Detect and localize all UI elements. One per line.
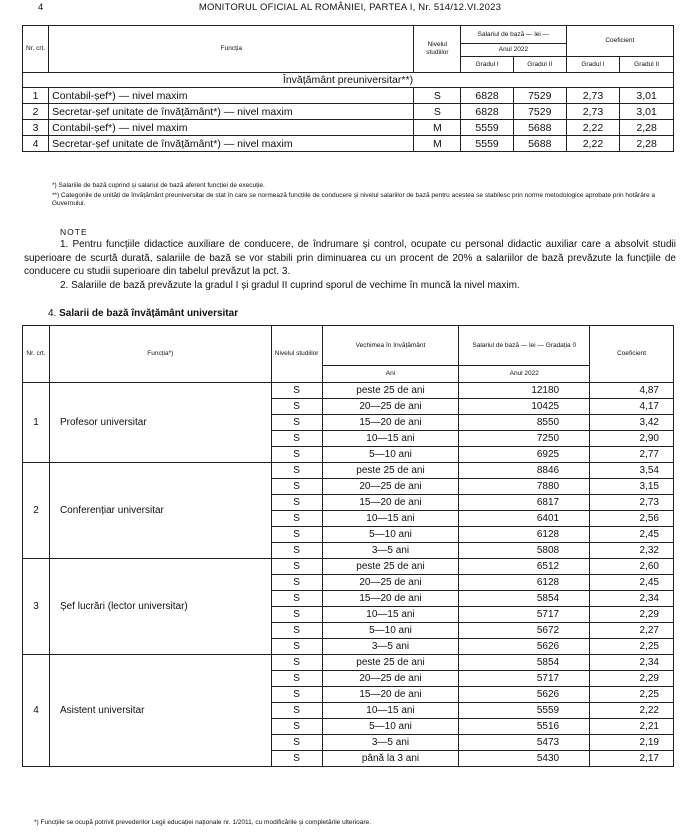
cell-salariu: 5854: [459, 591, 590, 607]
cell-vechime: 5—10 ani: [322, 447, 459, 463]
table-row: [23, 655, 674, 671]
cell-nr: 1: [23, 88, 49, 104]
cell-salariu-grad2: 5688: [513, 120, 566, 136]
cell-salariu: 5808: [459, 543, 590, 559]
cell-vechime: peste 25 de ani: [322, 463, 459, 479]
cell-salariu: 5626: [459, 687, 590, 703]
header-vechime: Vechimea în învățământ: [322, 326, 459, 366]
cell-nr: 2: [23, 104, 49, 120]
cell-coef: 2,73: [590, 495, 674, 511]
cell-coef: 2,17: [590, 751, 674, 767]
header-nr: Nr. crt.: [23, 326, 50, 383]
cell-coef: 4,17: [590, 399, 674, 415]
header-nr: Nr. crt.: [23, 26, 49, 73]
cell-salariu: 7250: [459, 431, 590, 447]
cell-salariu: 10425: [459, 399, 590, 415]
cell-salariu: 5672: [459, 623, 590, 639]
header-coeficient: Coeficient: [566, 26, 673, 57]
note-2: 2. Salariile de bază prevăzute la gradul I și gradul II cuprind sporul de vechime în muncă la nivel maxim.: [60, 279, 520, 291]
cell-vechime: 5—10 ani: [322, 719, 459, 735]
section-4-heading: [48, 308, 238, 319]
cell-functia: Secretar-șef unitate de învățământ*) — nivel maxim: [49, 104, 414, 120]
cell-salariu: 8846: [459, 463, 590, 479]
cell-nivel: S: [271, 671, 322, 687]
cell-coef-grad1: 2,22: [566, 120, 620, 136]
cell-coef: 2,60: [590, 559, 674, 575]
page-number: 4: [38, 2, 44, 13]
cell-vechime: 15—20 de ani: [322, 415, 459, 431]
cell-vechime: 20—25 de ani: [322, 575, 459, 591]
cell-nivel: S: [271, 623, 322, 639]
table-row: [23, 136, 674, 152]
cell-functia: Secretar-șef unitate de învățământ*) — nivel maxim: [49, 136, 414, 152]
salary-table-universitar: [22, 325, 674, 767]
cell-vechime: până la 3 ani: [322, 751, 459, 767]
cell-salariu: 6401: [459, 511, 590, 527]
cell-functia: Asistent universitar: [49, 655, 271, 767]
notes-block: [24, 238, 676, 292]
cell-functia: Contabil-șef*) — nivel maxim: [49, 120, 414, 136]
cell-vechime: 10—15 ani: [322, 431, 459, 447]
cell-salariu-grad2: 5688: [513, 136, 566, 152]
table-row: [23, 88, 674, 104]
cell-salariu: 8550: [459, 415, 590, 431]
table-row: [23, 104, 674, 120]
header-salariu: Salariul de bază — lei —: [461, 26, 566, 44]
cell-coef: 4,87: [590, 383, 674, 399]
cell-vechime: 20—25 de ani: [322, 479, 459, 495]
cell-coef-grad1: 2,22: [566, 136, 620, 152]
cell-nr: 2: [23, 463, 50, 559]
note-1: 1. Pentru funcțiile didactice auxiliare de conducere, de îndrumare și control, ocupate cu personal didactic auxiliar care a absolvit studii superioare de scurtă durată, salariile de bază se vor stabili prin diminuarea cu un procent de 20% a salariilor de bază prevăzute la funcțiile de conducere cu studii superioare din tabelul prevăzut la pct. 3.: [24, 239, 676, 277]
cell-salariu-grad2: 7529: [513, 104, 566, 120]
section-4-number: 4.: [48, 308, 57, 319]
cell-salariu: 5717: [459, 671, 590, 687]
cell-coef: 2,22: [590, 703, 674, 719]
cell-nivel: S: [271, 639, 322, 655]
cell-vechime: 10—15 ani: [322, 607, 459, 623]
cell-nivel: S: [271, 687, 322, 703]
salary-table-preuniversitar: [22, 25, 674, 152]
cell-coef: 2,34: [590, 591, 674, 607]
cell-nivel: S: [271, 383, 322, 399]
cell-salariu-grad1: 6828: [461, 88, 514, 104]
cell-salariu: 12180: [459, 383, 590, 399]
header-functia: Funcția*): [49, 326, 271, 383]
cell-coef: 2,32: [590, 543, 674, 559]
cell-coef: 2,45: [590, 527, 674, 543]
cell-salariu: 5559: [459, 703, 590, 719]
cell-coef: 3,42: [590, 415, 674, 431]
cell-nivel: S: [271, 511, 322, 527]
cell-salariu-grad1: 5559: [461, 120, 514, 136]
cell-vechime: peste 25 de ani: [322, 383, 459, 399]
cell-coef: 2,56: [590, 511, 674, 527]
cell-nivel: S: [271, 719, 322, 735]
header-grad2: Gradul II: [513, 57, 566, 73]
cell-coef: 2,90: [590, 431, 674, 447]
header-nivel: Nivelul studiilor: [414, 26, 461, 73]
cell-salariu: 6128: [459, 575, 590, 591]
table-row: [23, 120, 674, 136]
cell-vechime: 5—10 ani: [322, 527, 459, 543]
cell-nivel: S: [271, 591, 322, 607]
cell-vechime: 10—15 ani: [322, 703, 459, 719]
cell-vechime: 20—25 de ani: [322, 671, 459, 687]
cell-vechime: 3—5 ani: [322, 543, 459, 559]
cell-salariu: 5516: [459, 719, 590, 735]
cell-vechime: 3—5 ani: [322, 639, 459, 655]
header-coef-grad2: Gradul II: [620, 57, 674, 73]
cell-coef: 3,54: [590, 463, 674, 479]
cell-coef: 2,77: [590, 447, 674, 463]
header-salariu: Salariul de bază — lei — Gradația 0: [459, 326, 590, 366]
cell-nivel: S: [271, 447, 322, 463]
cell-nivel: S: [271, 751, 322, 767]
cell-coef: 2,29: [590, 607, 674, 623]
cell-coef: 2,45: [590, 575, 674, 591]
cell-coef: 2,29: [590, 671, 674, 687]
cell-coef: 2,34: [590, 655, 674, 671]
table2-body: [23, 383, 674, 767]
cell-functia: Conferențiar universitar: [49, 463, 271, 559]
cell-salariu: 5430: [459, 751, 590, 767]
gazette-title: MONITORUL OFICIAL AL ROMÂNIEI, PARTEA I, Nr. 514/12.VI.2023: [198, 2, 502, 13]
header-coeficient: Coeficient: [590, 326, 674, 383]
cell-coef-grad2: 3,01: [620, 88, 674, 104]
cell-nivel: S: [271, 735, 322, 751]
section-row: Învățământ preuniversitar**): [23, 73, 674, 88]
cell-salariu: 5717: [459, 607, 590, 623]
table-row: [23, 463, 674, 479]
cell-nr: 1: [23, 383, 50, 463]
table-row: [23, 383, 674, 399]
cell-coef-grad2: 2,28: [620, 136, 674, 152]
cell-vechime: peste 25 de ani: [322, 559, 459, 575]
cell-salariu: 7880: [459, 479, 590, 495]
cell-salariu: 6925: [459, 447, 590, 463]
cell-vechime: 10—15 ani: [322, 511, 459, 527]
cell-salariu: 6512: [459, 559, 590, 575]
cell-coef: 2,25: [590, 639, 674, 655]
cell-nr: 4: [23, 136, 49, 152]
cell-nivel: S: [271, 415, 322, 431]
cell-vechime: 20—25 de ani: [322, 399, 459, 415]
cell-coef-grad2: 3,01: [620, 104, 674, 120]
cell-nivel: M: [414, 120, 461, 136]
cell-coef-grad1: 2,73: [566, 104, 620, 120]
cell-nivel: S: [414, 88, 461, 104]
cell-nivel: S: [271, 655, 322, 671]
header-nivel: Nivelul studiilor: [271, 326, 322, 383]
cell-nivel: M: [414, 136, 461, 152]
cell-salariu: 6817: [459, 495, 590, 511]
cell-salariu: 5473: [459, 735, 590, 751]
cell-nivel: S: [271, 527, 322, 543]
cell-vechime: 15—20 de ani: [322, 687, 459, 703]
note-title: NOTE: [60, 227, 88, 237]
cell-nr: 3: [23, 120, 49, 136]
cell-coef-grad1: 2,73: [566, 88, 620, 104]
table-row: [23, 559, 674, 575]
cell-functia: Profesor universitar: [49, 383, 271, 463]
cell-nivel: S: [271, 399, 322, 415]
cell-vechime: 3—5 ani: [322, 735, 459, 751]
cell-functia: Șef lucrări (lector universitar): [49, 559, 271, 655]
cell-vechime: 15—20 de ani: [322, 591, 459, 607]
header-anul: Anul 2022: [459, 366, 590, 383]
cell-nivel: S: [271, 559, 322, 575]
footnote-universitar: *) Funcțiile se ocupă potrivit prevederilor Legii educației naționale nr. 1/2011, cu modificările și completările ulterioare.: [34, 819, 371, 826]
header-grad1: Gradul I: [461, 57, 514, 73]
cell-coef: 2,21: [590, 719, 674, 735]
cell-nivel: S: [271, 703, 322, 719]
cell-nr: 3: [23, 559, 50, 655]
cell-salariu: 5854: [459, 655, 590, 671]
cell-salariu-grad1: 6828: [461, 104, 514, 120]
section-4-title: Salarii de bază învățământ universitar: [59, 308, 239, 319]
cell-vechime: 15—20 de ani: [322, 495, 459, 511]
header-coef-grad1: Gradul I: [566, 57, 620, 73]
cell-coef: 2,25: [590, 687, 674, 703]
cell-nivel: S: [271, 479, 322, 495]
header-functia: Funcția: [49, 26, 414, 73]
cell-nivel: S: [271, 543, 322, 559]
cell-functia: Contabil-șef*) — nivel maxim: [49, 88, 414, 104]
footnote-1: *) Salariile de bază cuprind și salariul de bază aferent funcției de execuție.: [52, 182, 265, 189]
cell-coef: 2,27: [590, 623, 674, 639]
footnote-2: **) Categoriile de unități de învățământ preuniversitar de stat în care se normează funcțiile de conducere și nivelul salariilor de bază pentru acestea se stabilesc prin norme metodologice aprobate prin hotărâre a Guvernului.: [52, 192, 656, 207]
cell-nivel: S: [271, 607, 322, 623]
cell-coef-grad2: 2,28: [620, 120, 674, 136]
cell-salariu-grad1: 5559: [461, 136, 514, 152]
cell-nivel: S: [271, 463, 322, 479]
cell-nivel: S: [414, 104, 461, 120]
cell-nivel: S: [271, 575, 322, 591]
cell-coef: 3,15: [590, 479, 674, 495]
cell-coef: 2,19: [590, 735, 674, 751]
cell-salariu: 5626: [459, 639, 590, 655]
cell-nr: 4: [23, 655, 50, 767]
cell-vechime: peste 25 de ani: [322, 655, 459, 671]
cell-vechime: 5—10 ani: [322, 623, 459, 639]
page-header: [0, 2, 700, 14]
cell-nivel: S: [271, 495, 322, 511]
cell-salariu: 6128: [459, 527, 590, 543]
cell-nivel: S: [271, 431, 322, 447]
header-an: Ani: [322, 366, 459, 383]
header-anul: Anul 2022: [461, 44, 566, 57]
cell-salariu-grad2: 7529: [513, 88, 566, 104]
